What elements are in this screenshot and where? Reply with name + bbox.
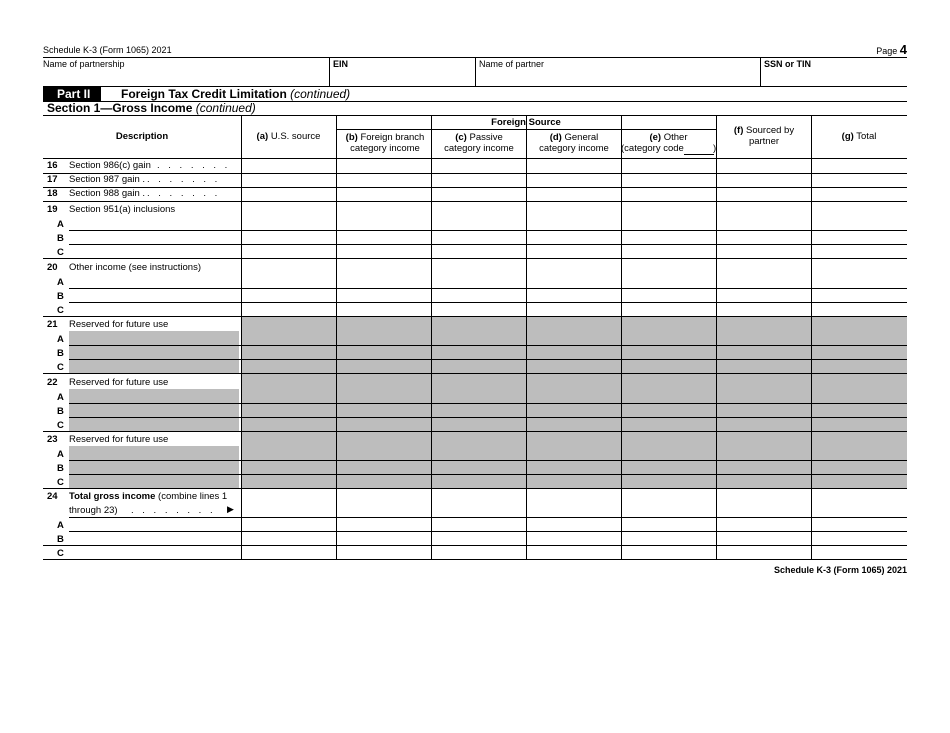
rule bbox=[69, 403, 907, 404]
rule bbox=[69, 545, 907, 546]
line-24-text: (combine lines 1 bbox=[158, 491, 228, 502]
column-rule-7 bbox=[811, 115, 812, 559]
line-22-sub-b: B bbox=[57, 406, 64, 417]
shaded-desc-23 bbox=[69, 446, 239, 488]
block-bottom-0 bbox=[43, 258, 907, 259]
line-24-dots: . . . . . . . . bbox=[131, 505, 216, 516]
line-16-dots: . . . . . . . bbox=[157, 160, 231, 171]
line-23-sub-b: B bbox=[57, 463, 64, 474]
col-e-header-text: Other bbox=[663, 132, 688, 143]
col-f-header-letter: (f) bbox=[733, 125, 744, 136]
line-22-sub-a: A bbox=[57, 392, 64, 403]
part-header bbox=[43, 87, 907, 102]
line-22-number: 22 bbox=[47, 377, 58, 388]
line-24-bold: Total gross income bbox=[69, 491, 156, 502]
line-20-sub-a: A bbox=[57, 277, 64, 288]
block-bottom-4 bbox=[43, 488, 907, 489]
col-b-header-letter: (b) bbox=[345, 132, 358, 143]
ein-field[interactable] bbox=[329, 58, 475, 86]
column-rule-1 bbox=[241, 115, 242, 559]
ssn-tin-field[interactable] bbox=[760, 58, 907, 86]
page-header bbox=[43, 43, 907, 57]
line-19-sub-a: A bbox=[57, 219, 64, 230]
rule bbox=[69, 230, 907, 231]
rule bbox=[69, 345, 907, 346]
col-d-header-text: General category income bbox=[539, 132, 609, 154]
line-21-sub-b: B bbox=[57, 348, 64, 359]
line-23-number: 23 bbox=[47, 434, 58, 445]
column-rule-6 bbox=[716, 115, 717, 559]
line-19-number: 19 bbox=[47, 204, 58, 215]
line-20-sub-c: C bbox=[57, 305, 64, 316]
col-d-header-letter: (d) bbox=[549, 132, 562, 143]
col-e-close-paren: ) bbox=[713, 143, 717, 154]
line-20-sub-b: B bbox=[57, 291, 64, 302]
line-19-sub-c: C bbox=[57, 247, 64, 258]
line-17-dots: . . . . . . . bbox=[147, 174, 221, 185]
line-24-sub-b: B bbox=[57, 534, 64, 545]
col-d-header bbox=[531, 132, 617, 154]
col-g-header bbox=[811, 131, 907, 142]
rule bbox=[69, 359, 907, 360]
block-bottom-1 bbox=[43, 316, 907, 317]
line-23-sub-a: A bbox=[57, 449, 64, 460]
partner-name-label: Name of partner bbox=[479, 59, 545, 69]
part-title: Foreign Tax Credit Limitation (continued) bbox=[121, 87, 351, 101]
col-description-header: Description bbox=[115, 131, 169, 142]
line-24-sub-a: A bbox=[57, 520, 64, 531]
col-c-header-letter: (c) bbox=[455, 132, 467, 143]
line-18-number: 18 bbox=[47, 188, 58, 199]
part-badge: Part II bbox=[43, 87, 101, 101]
col-f-header-text: Sourced by partner bbox=[746, 125, 795, 147]
line-24-text2: through 23) bbox=[69, 505, 118, 516]
block-bottom-2 bbox=[43, 373, 907, 374]
section-title: Section 1—Gross Income (continued) bbox=[47, 101, 256, 115]
line-18-dots: . . . . . . . bbox=[147, 188, 221, 199]
arrow-icon: ▶ bbox=[227, 504, 234, 514]
col-g-header-text: Total bbox=[856, 131, 877, 142]
col-a-header-letter: (a) bbox=[256, 131, 269, 142]
col-f-header bbox=[724, 125, 804, 147]
page-number: Page 4 bbox=[876, 42, 907, 57]
line-24-number: 24 bbox=[47, 491, 58, 502]
partnership-name-label: Name of partnership bbox=[43, 59, 125, 69]
ein-label: EIN bbox=[333, 59, 349, 69]
rule bbox=[69, 531, 907, 532]
rule bbox=[69, 417, 907, 418]
shaded-desc-22 bbox=[69, 389, 239, 431]
col-e-category-code-label: (category code bbox=[621, 143, 684, 154]
line-21-label: Reserved for future use bbox=[69, 319, 169, 330]
col-e-header bbox=[621, 132, 716, 143]
category-code-blank[interactable] bbox=[684, 154, 714, 155]
column-rule-4 bbox=[526, 115, 527, 559]
footer-form-id: Schedule K-3 (Form 1065) 2021 bbox=[773, 565, 907, 575]
column-rule-3 bbox=[431, 115, 432, 559]
foreign-source-header: Foreign Source bbox=[491, 117, 561, 128]
line-16-label: Section 986(c) gain bbox=[69, 160, 151, 171]
column-rule-2 bbox=[336, 115, 337, 559]
line-22-sub-c: C bbox=[57, 420, 64, 431]
rule bbox=[43, 201, 907, 202]
rule bbox=[69, 302, 907, 303]
line-17-label: Section 987 gain . bbox=[69, 174, 146, 185]
identification-row bbox=[43, 57, 907, 87]
rule bbox=[69, 288, 907, 289]
line-24-sub-c: C bbox=[57, 548, 64, 559]
line-23-sub-c: C bbox=[57, 477, 64, 488]
line-20-label: Other income (see instructions) bbox=[69, 262, 201, 273]
rule bbox=[69, 517, 907, 518]
col-b-header-text: Foreign branch category income bbox=[350, 132, 425, 154]
line-24-label bbox=[69, 491, 227, 502]
col-c-header bbox=[441, 132, 517, 154]
line-21-sub-a: A bbox=[57, 334, 64, 345]
ssn-tin-label: SSN or TIN bbox=[764, 59, 812, 69]
partnership-name-field[interactable] bbox=[43, 58, 329, 86]
col-a-header bbox=[241, 131, 336, 142]
column-rule-5 bbox=[621, 115, 622, 559]
rule bbox=[69, 244, 907, 245]
partner-name-field[interactable] bbox=[475, 58, 760, 86]
line-22-label: Reserved for future use bbox=[69, 377, 169, 388]
line-23-label: Reserved for future use bbox=[69, 434, 169, 445]
line-18-label: Section 988 gain . bbox=[69, 188, 146, 199]
block-bottom-3 bbox=[43, 431, 907, 432]
line-17-number: 17 bbox=[47, 174, 58, 185]
line-21-sub-c: C bbox=[57, 362, 64, 373]
col-e-header-letter: (e) bbox=[649, 132, 662, 143]
line-16-number: 16 bbox=[47, 160, 58, 171]
col-g-header-letter: (g) bbox=[841, 131, 854, 142]
table-bottom-rule bbox=[43, 559, 907, 560]
rule bbox=[69, 474, 907, 475]
rule bbox=[69, 460, 907, 461]
col-b-header bbox=[339, 132, 431, 154]
form-id: Schedule K-3 (Form 1065) 2021 bbox=[43, 45, 172, 55]
table-top-rule bbox=[43, 115, 907, 116]
header-bottom-rule bbox=[43, 158, 907, 159]
gross-income-table bbox=[43, 115, 907, 560]
line-21-number: 21 bbox=[47, 319, 58, 330]
shaded-desc-21 bbox=[69, 331, 239, 374]
line-19-sub-b: B bbox=[57, 233, 64, 244]
col-a-header-text: U.S. source bbox=[270, 131, 321, 142]
col-c-header-text: Passive category income bbox=[444, 132, 514, 154]
line-19-label: Section 951(a) inclusions bbox=[69, 204, 176, 215]
line-20-number: 20 bbox=[47, 262, 58, 273]
